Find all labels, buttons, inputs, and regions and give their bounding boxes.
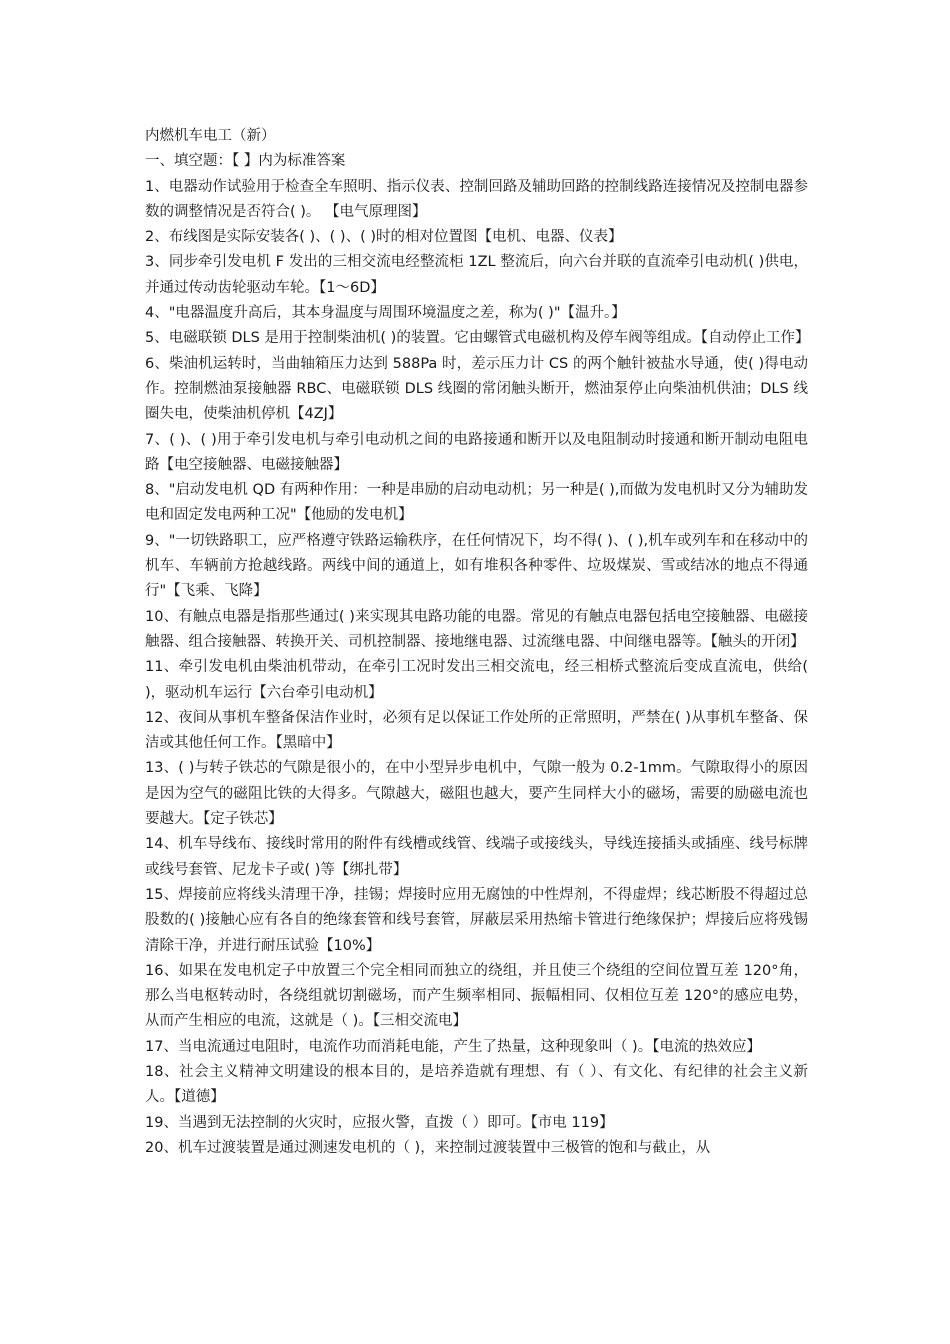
question-17: 17、当电流通过电阻时，电流作功而消耗电能，产生了热量，这种现象叫（ )。【电流的热效应】 bbox=[145, 1038, 761, 1055]
section-heading: 一、填空题：【 】内为标准答案 bbox=[145, 153, 346, 170]
document-page bbox=[145, 124, 808, 1161]
question-7: 7、( )、( )用于牵引发电机与牵引电动机之间的电路接通和断开以及电阻制动时接通和断开制动电阻电路【电空接触器、电磁接触器】 bbox=[145, 431, 808, 473]
question-10: 10、有触点电器是指那些通过( )来实现其电路功能的电器。常见的有触点电器包括电空接触器、电磁接触器、组合接触器、转换开关、司机控制器、接地继电器、过流继电器、中间继电器等。【触头的开闭】 bbox=[145, 608, 808, 650]
question-15: 15、焊接前应将线头清理干净，挂锡；焊接时应用无腐蚀的中性焊剂，不得虚焊；线芯断股不得超过总股数的( )接触心应有各自的绝缘套管和线号套管，屏蔽层采用热缩卡管进行绝缘保护；焊接后应将残锡清除干净，并进行耐压试验【10%】 bbox=[145, 886, 808, 954]
question-1: 1、电器动作试验用于检查全车照明、指示仪表、控制回路及辅助回路的控制线路连接情况及控制电器参数的调整情况是否符合( )。 【电气原理图】 bbox=[145, 178, 808, 220]
question-3: 3、同步牵引发电机 F 发出的三相交流电经整流柜 1ZL 整流后，向六台并联的直流牵引电动机( )供电，并通过传动齿轮驱动车轮。【1～6D】 bbox=[145, 254, 808, 296]
question-13: 13、( )与转子铁芯的气隙是很小的，在中小型异步电机中，气隙一般为 0.2-1mm。气隙取得小的原因是因为空气的磁阻比铁的大得多。气隙越大，磁阻也越大，要产生同样大小的磁场，需要的励磁电流也要越大。【定子铁芯】 bbox=[145, 760, 808, 828]
question-18: 18、社会主义精神文明建设的根本目的，是培养造就有理想、有（ ）、有文化、有纪律的社会主义新人。【道德】 bbox=[145, 1063, 808, 1106]
question-11: 11、牵引发电机由柴油机带动，在牵引工况时发出三相交流电，经三相桥式整流后变成直流电，供给( )，驱动机车运行【六台牵引电动机】 bbox=[145, 659, 808, 701]
question-16: 16、如果在发电机定子中放置三个完全相同而独立的绕组，并且使三个绕组的空间位置互差 120°角，那么当电枢转动时，各绕组就切割磁场，而产生频率相同、振幅相同、仅相位互差 120°的感应电势，从而产生相应的电流，这就是（ )。【三相交流电】 bbox=[145, 962, 808, 1030]
question-12: 12、夜间从事机车整备保洁作业时，必须有足以保证工作处所的正常照明，严禁在( )从事机车整备、保洁或其他任何工作。【黑暗中】 bbox=[145, 709, 808, 752]
question-9: 9、"一切铁路职工，应严格遵守铁路运输秩序，在任何情况下，均不得( )、( ),机车或列车和在移动中的机车、车辆前方抢越线路。两线中间的通道上，如有堆积各种零件、垃圾煤炭、雪或结冰的地点不得通行"【飞乘、飞降】 bbox=[145, 532, 808, 600]
question-6: 6、柴油机运转时，当曲轴箱压力达到 588Pa 时，差示压力计 CS 的两个触针被盐水导通，使( )得电动作。控制燃油泵接触器 RBC、电磁联锁 DLS 线圈的常闭触头断开，燃油泵停止向柴油机供油；DLS 线圈失电，使柴油机停机【4ZJ】 bbox=[145, 355, 808, 423]
question-5: 5、电磁联锁 DLS 是用于控制柴油机( )的装置。它由螺管式电磁机构及停车阀等组成。【自动停止工作】 bbox=[145, 330, 810, 347]
question-2: 2、布线图是实际安装各( )、( )、( )时的相对位置图【电机、电器、仪表】 bbox=[145, 229, 623, 246]
question-20: 20、机车过渡装置是通过测速发电机的（ )，来控制过渡装置中三极管的饱和与截止，从 bbox=[145, 1139, 711, 1156]
document-title: 内燃机车电工（新） bbox=[145, 128, 276, 144]
question-14: 14、机车导线布、接线时常用的附件有线槽或线管、线端子或接线头，导线连接插头或插座、线号标牌或线号套管、尼龙卡子或( )等【绑扎带】 bbox=[145, 836, 808, 878]
question-8: 8、"启动发电机 QD 有两种作用：一种是串励的启动电动机；另一种是( ),而做为发电机时又分为辅助发电和固定发电两种工况"【他励的发电机】 bbox=[145, 482, 808, 524]
question-19: 19、当遇到无法控制的火灾时，应报火警，直拨（ ）即可。【市电 119】 bbox=[145, 1114, 614, 1131]
question-4: 4、"电器温度升高后，其本身温度与周围环境温度之差，称为( )"【温升。】 bbox=[145, 305, 626, 322]
